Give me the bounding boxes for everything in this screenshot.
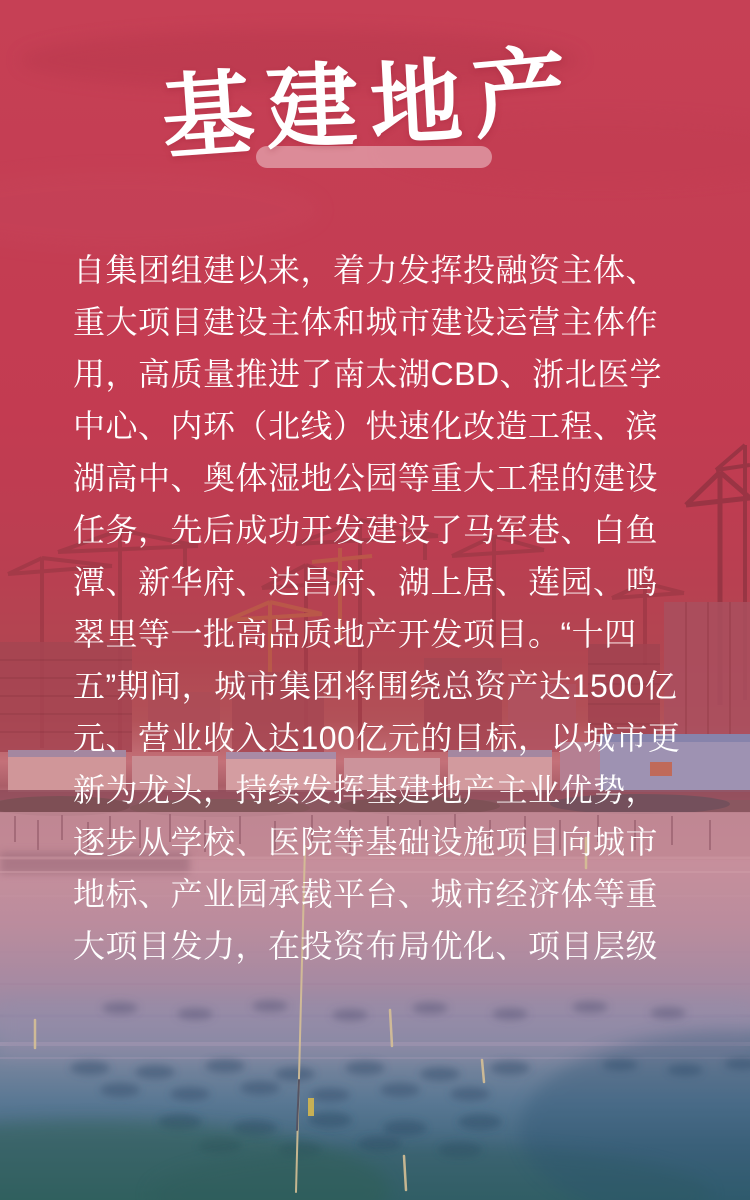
paragraph-line: 新为龙头，持续发挥基建地产主业优势，: [73, 772, 659, 808]
paragraph-line: 逐步从学校、医院等基础设施项目向城市: [73, 824, 659, 860]
paragraph-line: 大项目发力，在投资布局优化、项目层级: [73, 928, 659, 964]
paragraph-line: 重大项目建设主体和城市建设运营主体作: [73, 304, 659, 340]
paragraph-line: 潭、新华府、达昌府、湖上居、莲园、鸣: [73, 564, 659, 600]
paragraph-line: 中心、内环（北线）快速化改造工程、滨: [73, 408, 659, 444]
paragraph-line: 湖高中、奥体湿地公园等重大工程的建设: [73, 460, 659, 496]
title-char: 建: [264, 51, 372, 163]
page-title: [158, 32, 585, 173]
title-char: 产: [467, 32, 585, 154]
pole-float: [308, 1098, 314, 1116]
paragraph-line: 翠里等一批高品质地产开发项目。“十四: [73, 616, 637, 652]
paragraph-line: 自集团组建以来，着力发挥投融资主体、: [73, 252, 659, 288]
paragraph-line: 地标、产业园承载平台、城市经济体等重: [73, 876, 659, 912]
paragraph-line: 任务，先后成功开发建设了马军巷、白鱼: [73, 512, 659, 548]
paragraph-line: 元、营业收入达100亿元的目标，以城市更: [73, 720, 681, 756]
title-char: 地: [367, 46, 477, 160]
title-char: 基: [158, 57, 270, 173]
paragraph-line: 用，高质量推进了南太湖CBD、浙北医学: [73, 356, 663, 392]
paragraph-line: 五”期间，城市集团将围绕总资产达1500亿: [73, 668, 678, 704]
article-text: [73, 244, 713, 972]
